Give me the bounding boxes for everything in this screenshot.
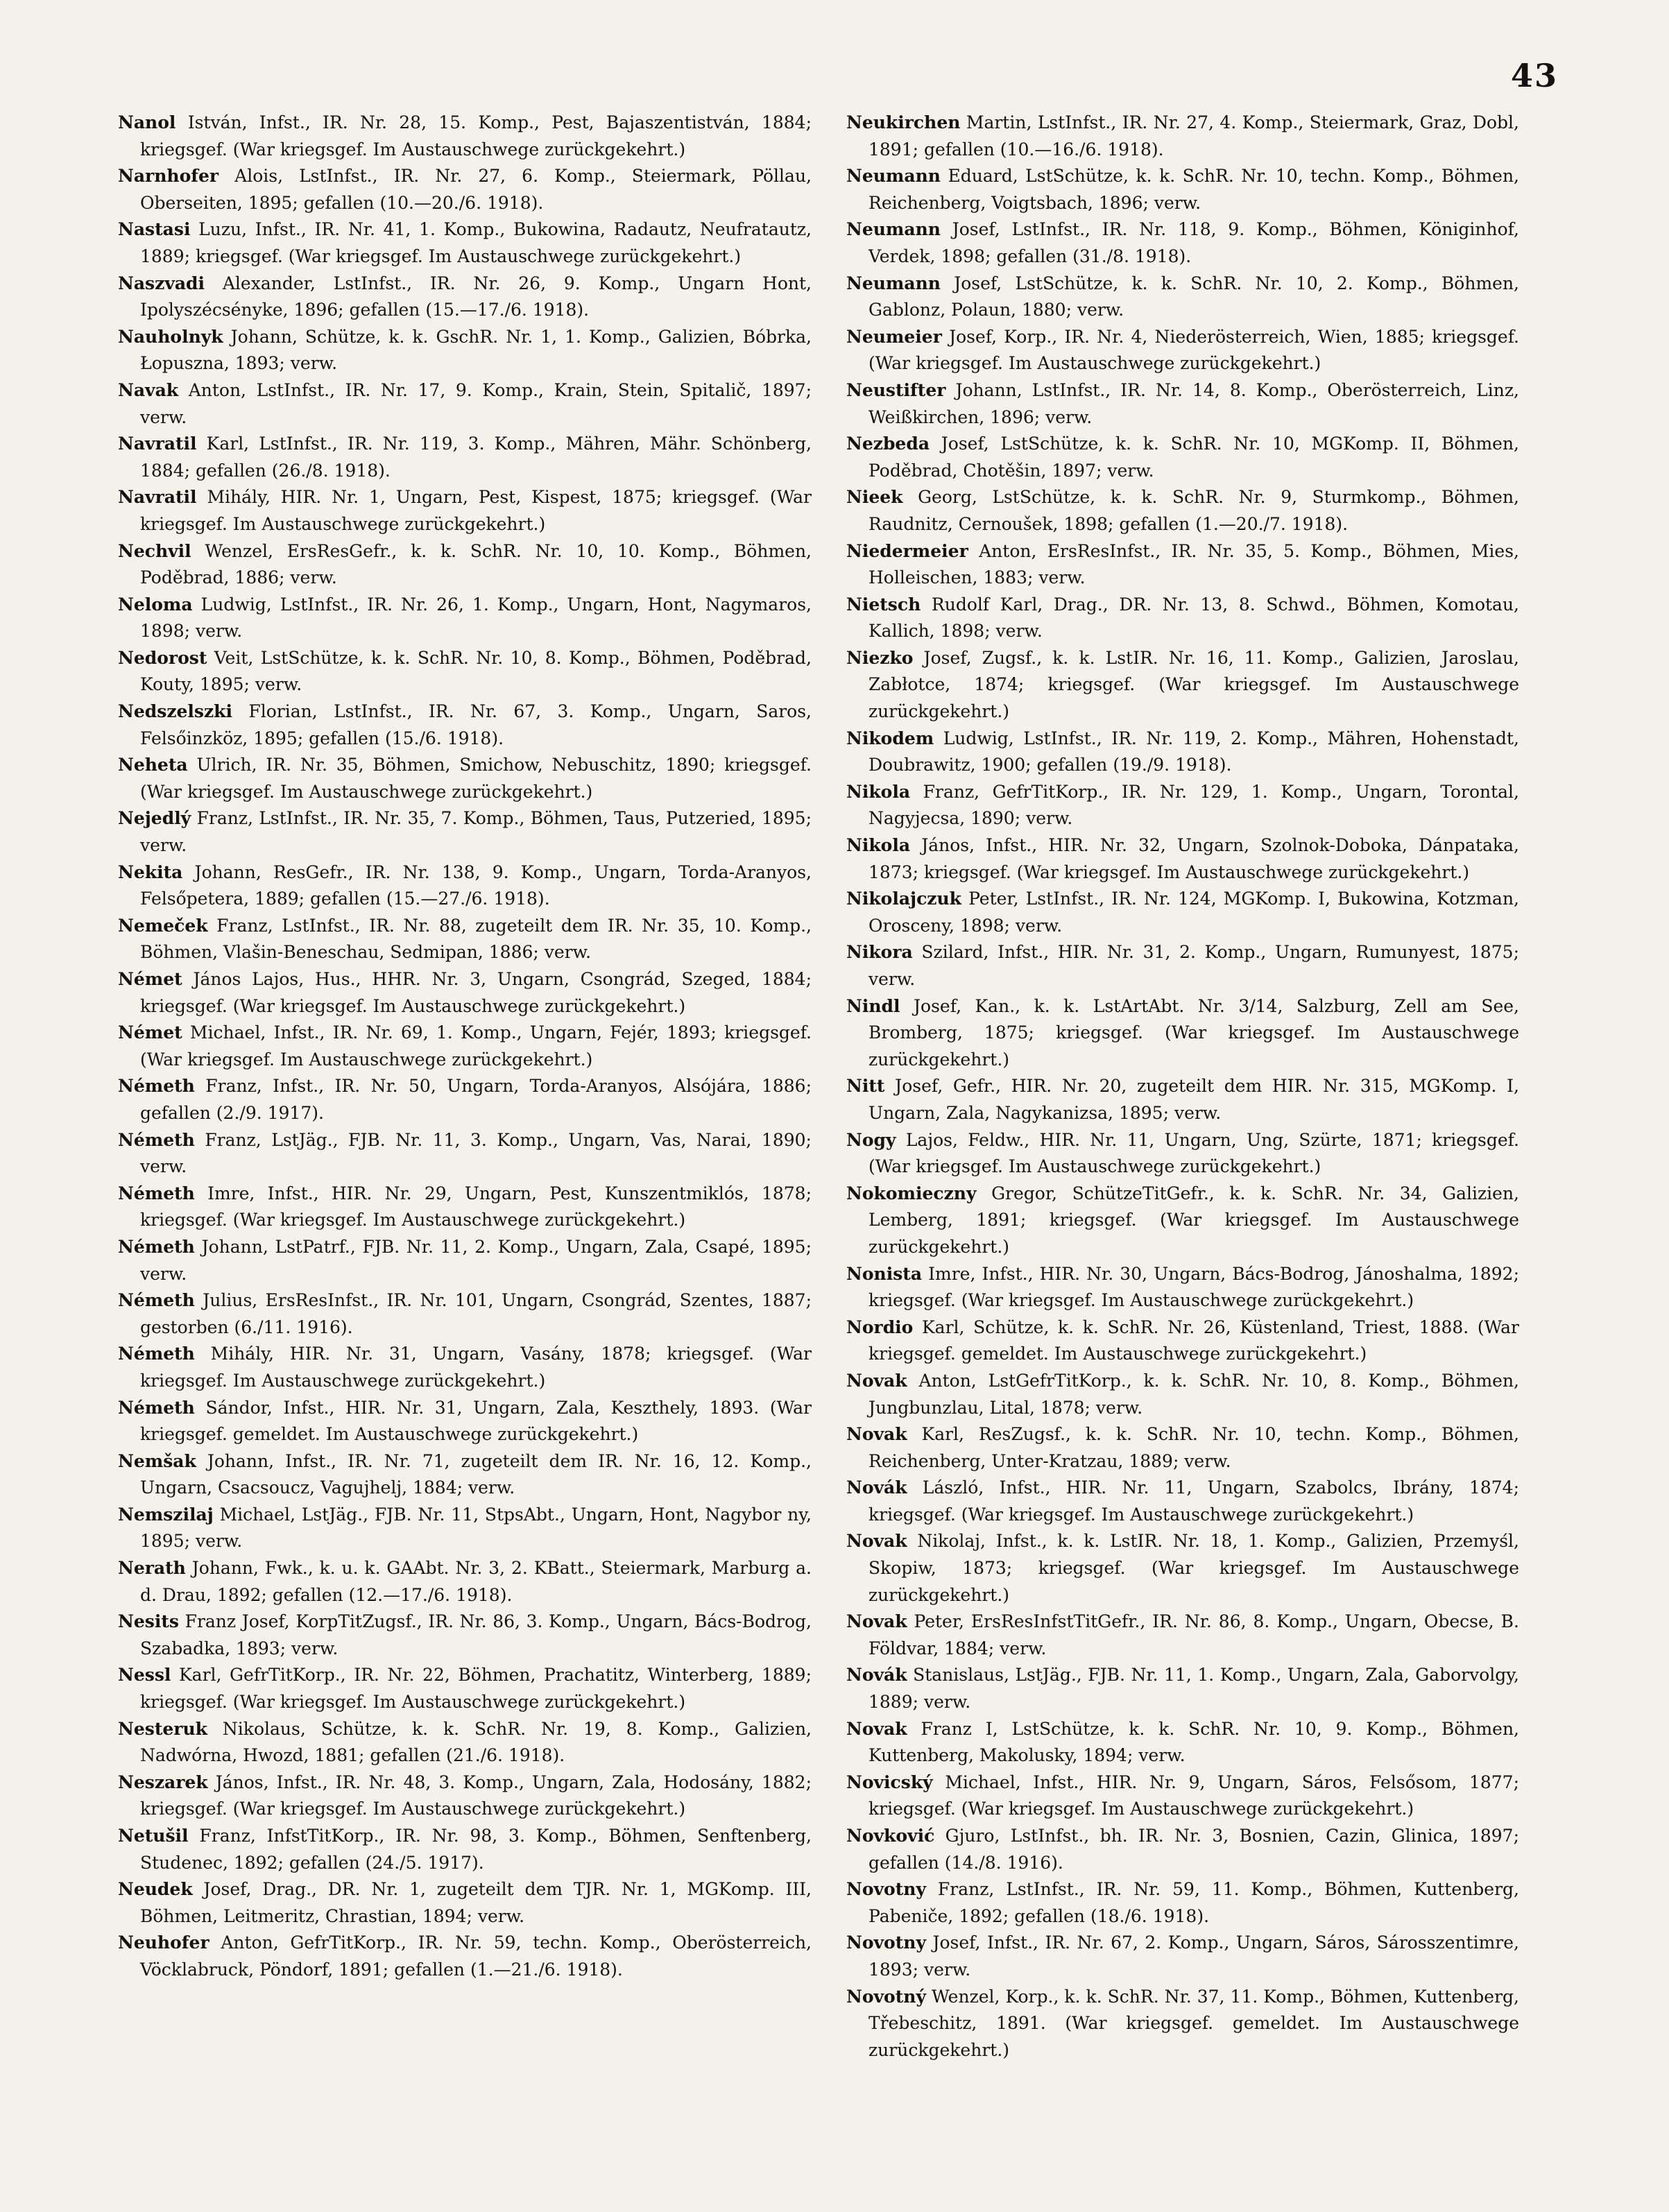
entry-surname: Novotny — [846, 1879, 926, 1900]
register-entry — [118, 1662, 812, 1715]
entry-details: Johann, Infst., IR. Nr. 71, zugeteilt dem IR. Nr. 16, 12. Komp., Ungarn, Csacsoucz, Vagujhelj, 1884; verw. — [140, 1450, 812, 1498]
register-entry — [846, 939, 1519, 993]
entry-surname: Novák — [846, 1477, 907, 1498]
register-entry — [118, 1448, 812, 1502]
entry-details: Franz, GefrTitKorp., IR. Nr. 129, 1. Komp., Ungarn, Torontal, Nagyjecsa, 1890; verw. — [868, 781, 1520, 829]
register-entry — [846, 1876, 1519, 1930]
entry-surname: Nemeček — [118, 915, 208, 936]
right-column — [846, 110, 1519, 2064]
entry-surname: Neumann — [846, 273, 941, 293]
entry-surname: Neumann — [846, 219, 941, 240]
entry-details: Franz, LstInfst., IR. Nr. 88, zugeteilt dem IR. Nr. 35, 10. Komp., Böhmen, Vlašin-Beneschau, Sedmipan, 1886; verw. — [140, 915, 812, 963]
entry-surname: Novák — [846, 1665, 907, 1686]
entry-details: Ludwig, LstInfst., IR. Nr. 26, 1. Komp., Ungarn, Hont, Nagymaros, 1898; verw. — [140, 594, 812, 642]
entry-details: Josef, Drag., DR. Nr. 1, zugeteilt dem TJR. Nr. 1, MGKomp. III, Böhmen, Leitmeritz, Chrastian, 1894; verw. — [140, 1879, 812, 1926]
entry-surname: Német — [118, 969, 182, 989]
register-entry — [846, 779, 1519, 832]
entry-surname: Nikora — [846, 942, 913, 963]
entry-surname: Navak — [118, 379, 179, 400]
entry-details: Imre, Infst., HIR. Nr. 29, Ungarn, Pest, Kunszentmiklós, 1878; kriegsgef. (War kriegsgef. Im Austauschwege zurückgekehrt.) — [140, 1183, 812, 1231]
left-column — [118, 110, 812, 1984]
register-entry — [118, 1876, 812, 1930]
entry-details: Josef, LstInfst., IR. Nr. 118, 9. Komp., Böhmen, Königinhof, Verdek, 1898; gefallen (31./8. 1918). — [868, 219, 1519, 266]
entry-surname: Németh — [118, 1236, 195, 1257]
register-entry — [846, 538, 1519, 592]
entry-surname: Navratil — [118, 487, 197, 508]
register-entry — [118, 163, 812, 216]
entry-surname: Novak — [846, 1370, 907, 1391]
entry-surname: Novak — [846, 1718, 907, 1739]
register-entry — [846, 1716, 1519, 1769]
entry-details: Johann, LstPatrf., FJB. Nr. 11, 2. Komp., Ungarn, Zala, Csapé, 1895; verw. — [140, 1236, 812, 1284]
entry-details: Josef, Infst., IR. Nr. 67, 2. Komp., Ungarn, Sáros, Sárosszentimre, 1893; verw. — [868, 1932, 1519, 1980]
register-entry — [118, 1823, 812, 1876]
entry-surname: Nonista — [846, 1263, 923, 1284]
entry-surname: Nesteruk — [118, 1718, 207, 1739]
register-entry — [118, 1127, 812, 1181]
entry-details: János, Infst., HIR. Nr. 32, Ungarn, Szolnok-Doboka, Dánpataka, 1873; kriegsgef. (War kriegsgef. Im Austauschwege zurückgekehrt.) — [868, 835, 1519, 882]
entry-details: Karl, LstInfst., IR. Nr. 119, 3. Komp., Mähren, Mähr. Schönberg, 1884; gefallen (26./8. 1918). — [140, 434, 812, 481]
entry-details: Georg, LstSchütze, k. k. SchR. Nr. 9, Sturmkomp., Böhmen, Raudnitz, Cernoušek, 1898; gefallen (1.—20./7. 1918). — [868, 487, 1519, 534]
register-entry — [846, 592, 1519, 645]
entry-details: Luzu, Infst., IR. Nr. 41, 1. Komp., Bukowina, Radautz, Neufratautz, 1889; kriegsgef. (War kriegsgef. Im Austauschwege zurückgekehrt.) — [140, 219, 812, 266]
entry-surname: Neuhofer — [118, 1932, 209, 1953]
entry-surname: Nanol — [118, 112, 176, 132]
entry-details: Alois, LstInfst., IR. Nr. 27, 6. Komp., Steiermark, Pöllau, Oberseiten, 1895; gefallen (10.—20./6. 1918). — [140, 166, 812, 213]
entry-details: Ludwig, LstInfst., IR. Nr. 119, 2. Komp., Mähren, Hohenstadt, Doubrawitz, 1900; gefallen (19./9. 1918). — [868, 728, 1519, 775]
entry-details: Johann, Schütze, k. k. GschR. Nr. 1, 1. Komp., Galizien, Bóbrka, Łopuszna, 1893; verw. — [140, 326, 812, 374]
entry-surname: Nezbeda — [846, 434, 930, 454]
entry-details: Veit, LstSchütze, k. k. SchR. Nr. 10, 8. Komp., Böhmen, Poděbrad, Kouty, 1895; verw. — [140, 647, 812, 695]
entry-surname: Németh — [118, 1183, 195, 1203]
entry-details: Florian, LstInfst., IR. Nr. 67, 3. Komp., Ungarn, Saros, Felsőinzköz, 1895; gefallen (15./6. 1918). — [140, 701, 812, 748]
register-entry — [118, 271, 812, 324]
entry-details: Szilard, Infst., HIR. Nr. 31, 2. Komp., Ungarn, Rumunyest, 1875; verw. — [868, 942, 1520, 989]
entry-details: Nikolaus, Schütze, k. k. SchR. Nr. 19, 8. Komp., Galizien, Nadwórna, Hwozd, 1881; gefallen (21./6. 1918). — [140, 1718, 812, 1766]
entry-surname: Németh — [118, 1076, 195, 1097]
register-entry — [118, 859, 812, 913]
register-entry — [118, 1555, 812, 1609]
register-entry — [118, 1502, 812, 1555]
register-entry — [846, 110, 1519, 163]
entry-details: Wenzel, Korp., k. k. SchR. Nr. 37, 11. Komp., Böhmen, Kuttenberg, Třebeschitz, 1891. (War kriegsgef. gemeldet. Im Austauschwege zurückgekehrt.) — [868, 1986, 1519, 2060]
entry-surname: Németh — [118, 1344, 195, 1364]
entry-surname: Nauholnyk — [118, 326, 223, 347]
register-entry — [846, 1528, 1519, 1609]
entry-details: Karl, ResZugsf., k. k. SchR. Nr. 10, techn. Komp., Böhmen, Reichenberg, Unter-Kratzau, 1889; verw. — [868, 1424, 1520, 1471]
register-entry — [118, 805, 812, 859]
entry-surname: Németh — [118, 1129, 195, 1150]
entry-surname: Neumann — [846, 166, 941, 187]
entry-surname: Nordio — [846, 1317, 914, 1337]
entry-surname: Novković — [846, 1826, 935, 1846]
entry-surname: Neudek — [118, 1879, 193, 1900]
entry-details: Rudolf Karl, Drag., DR. Nr. 13, 8. Schwd., Böhmen, Komotau, Kallich, 1898; verw. — [868, 594, 1519, 642]
register-entry — [118, 324, 812, 377]
register-entry — [118, 110, 812, 163]
entry-details: Johann, ResGefr., IR. Nr. 138, 9. Komp., Ungarn, Torda-Aranyos, Felsőpetera, 1889; gefallen (15.—27./6. 1918). — [140, 861, 812, 909]
register-entry — [118, 1287, 812, 1341]
entry-surname: Novicský — [846, 1772, 933, 1792]
entry-surname: Németh — [118, 1397, 195, 1418]
entry-details: Anton, LstInfst., IR. Nr. 17, 9. Komp., Krain, Stein, Spitalič, 1897; verw. — [140, 379, 812, 427]
register-entry — [846, 1984, 1519, 2064]
register-entry — [846, 271, 1519, 324]
entry-details: Michael, Infst., IR. Nr. 69, 1. Komp., Ungarn, Fejér, 1893; kriegsgef. (War kriegsgef. Im Austauschwege zurückgekehrt.) — [140, 1022, 812, 1070]
register-entry — [846, 645, 1519, 726]
entry-details: Sándor, Infst., HIR. Nr. 31, Ungarn, Zala, Keszthely, 1893. (War kriegsgef. gemeldet. Im Austauschwege zurückgekehrt.) — [140, 1397, 812, 1445]
entry-details: Franz, Infst., IR. Nr. 50, Ungarn, Torda-Aranyos, Alsójára, 1886; gefallen (2./9. 1917). — [140, 1076, 812, 1123]
entry-surname: Nekita — [118, 861, 183, 882]
entry-surname: Nastasi — [118, 219, 191, 240]
entry-surname: Nikola — [846, 835, 911, 856]
entry-surname: Nemszilaj — [118, 1504, 214, 1525]
register-entry — [118, 966, 812, 1020]
register-entry — [846, 886, 1519, 939]
register-entry — [118, 377, 812, 431]
entry-details: Stanislaus, LstJäg., FJB. Nr. 11, 1. Komp., Ungarn, Zala, Gaborvolgy, 1889; verw. — [868, 1665, 1520, 1713]
entry-surname: Neustifter — [846, 379, 946, 400]
entry-surname: Nikola — [846, 781, 911, 802]
register-entry — [118, 431, 812, 484]
entry-surname: Neheta — [118, 755, 188, 775]
register-entry — [846, 1823, 1519, 1876]
entry-details: Ulrich, IR. Nr. 35, Böhmen, Smichow, Nebuschitz, 1890; kriegsgef. (War kriegsgef. Im Austauschwege zurückgekehrt.) — [140, 755, 812, 802]
entry-surname: Novotný — [846, 1986, 926, 2007]
entry-details: Michael, Infst., HIR. Nr. 9, Ungarn, Sáros, Felsősom, 1877; kriegsgef. (War kriegsgef. Im Austauschwege zurückgekehrt.) — [868, 1772, 1520, 1819]
entry-details: Josef, Korp., IR. Nr. 4, Niederösterreich, Wien, 1885; kriegsgef. (War kriegsgef. Im Austauschwege zurückgekehrt.) — [868, 326, 1520, 374]
register-entry — [846, 163, 1519, 216]
entry-details: Josef, Kan., k. k. LstArtAbt. Nr. 3/14, Salzburg, Zell am See, Bromberg, 1875; kriegsgef. (War kriegsgef. Im Austauschwege zurückgekehrt.) — [868, 995, 1519, 1070]
register-entry — [846, 1421, 1519, 1475]
entry-surname: Niezko — [846, 647, 914, 668]
entry-surname: Nemšak — [118, 1450, 196, 1471]
entry-surname: Narnhofer — [118, 166, 219, 187]
entry-surname: Nieek — [846, 487, 903, 508]
entry-surname: Nessl — [118, 1665, 171, 1686]
entry-details: Franz, LstInfst., IR. Nr. 59, 11. Komp., Böhmen, Kuttenberg, Pabeniče, 1892; gefallen (18./6. 1918). — [868, 1879, 1519, 1926]
register-entry — [846, 726, 1519, 779]
entry-details: Franz Josef, KorpTitZugsf., IR. Nr. 86, 3. Komp., Ungarn, Bács-Bodrog, Szabadka, 1893; verw. — [140, 1611, 812, 1658]
register-entry — [846, 484, 1519, 538]
register-entry — [118, 1930, 812, 1983]
entry-details: Gjuro, LstInfst., bh. IR. Nr. 3, Bosnien, Cazin, Glinica, 1897; gefallen (14./8. 1916). — [868, 1826, 1519, 1873]
entry-surname: Neszarek — [118, 1772, 208, 1792]
register-entry — [118, 913, 812, 966]
entry-surname: Nikodem — [846, 728, 934, 748]
entry-details: Martin, LstInfst., IR. Nr. 27, 4. Komp., Steiermark, Graz, Dobl, 1891; gefallen (10.—16./6. 1918). — [868, 112, 1519, 160]
register-entry — [846, 993, 1519, 1074]
entry-surname: Nesits — [118, 1611, 179, 1632]
entry-surname: Nerath — [118, 1558, 186, 1579]
register-entry — [846, 1261, 1519, 1314]
entry-surname: Netušil — [118, 1826, 189, 1846]
entry-details: Wenzel, ErsResGefr., k. k. SchR. Nr. 10, 10. Komp., Böhmen, Poděbrad, 1886; verw. — [140, 540, 812, 588]
entry-details: Anton, ErsResInfst., IR. Nr. 35, 5. Komp., Böhmen, Mies, Holleischen, 1883; verw. — [868, 540, 1520, 588]
entry-details: Julius, ErsResInfst., IR. Nr. 101, Ungarn, Csongrád, Szentes, 1887; gestorben (6./11. 1916). — [140, 1290, 812, 1337]
register-entry — [118, 484, 812, 538]
entry-surname: Nikolajczuk — [846, 889, 962, 909]
entry-surname: Nogy — [846, 1129, 896, 1150]
register-entry — [118, 1716, 812, 1769]
entry-details: Michael, LstJäg., FJB. Nr. 11, StpsAbt., Ungarn, Hont, Nagybor ny, 1895; verw. — [140, 1504, 812, 1552]
register-entry — [118, 1341, 812, 1394]
register-entry — [846, 324, 1519, 377]
entry-details: Eduard, LstSchütze, k. k. SchR. Nr. 10, techn. Komp., Böhmen, Reichenberg, Voigtsbach, 1896; verw. — [868, 166, 1519, 213]
entry-details: Lajos, Feldw., HIR. Nr. 11, Ungarn, Ung, Szürte, 1871; kriegsgef. (War kriegsgef. Im Austauschwege zurückgekehrt.) — [868, 1129, 1519, 1177]
entry-surname: Nitt — [846, 1076, 885, 1097]
register-entry — [846, 377, 1519, 431]
register-entry — [118, 1769, 812, 1823]
register-entry — [118, 538, 812, 592]
register-entry — [846, 1662, 1519, 1715]
entry-details: László, Infst., HIR. Nr. 11, Ungarn, Szabolcs, Ibrány, 1874; kriegsgef. (War kriegsgef. Im Austauschwege zurückgekehrt.) — [868, 1477, 1519, 1525]
entry-surname: Novak — [846, 1424, 907, 1445]
register-entry — [846, 216, 1519, 270]
register-entry — [118, 1234, 812, 1287]
entry-details: János Lajos, Hus., HHR. Nr. 3, Ungarn, Csongrád, Szeged, 1884; kriegsgef. (War kriegsgef. Im Austauschwege zurückgekehrt.) — [140, 969, 812, 1016]
register-entry — [846, 1930, 1519, 1983]
register-entry — [118, 1395, 812, 1448]
register-entry — [118, 1073, 812, 1126]
register-entry — [846, 1475, 1519, 1528]
register-entry — [118, 752, 812, 805]
register-entry — [846, 1609, 1519, 1662]
entry-details: Josef, LstSchütze, k. k. SchR. Nr. 10, 2. Komp., Böhmen, Gablonz, Polaun, 1880; verw. — [868, 273, 1519, 320]
page-number: 43 — [1510, 57, 1558, 94]
entry-surname: Navratil — [118, 434, 197, 454]
register-entry — [846, 832, 1519, 886]
entry-details: Josef, Gefr., HIR. Nr. 20, zugeteilt dem HIR. Nr. 315, MGKomp. I, Ungarn, Zala, Nagykanizsa, 1895; verw. — [868, 1076, 1520, 1123]
register-entry — [118, 1609, 812, 1662]
register-entry — [846, 431, 1519, 484]
entry-surname: Nechvil — [118, 540, 191, 561]
entry-surname: Neumeier — [846, 326, 942, 347]
register-entry — [118, 645, 812, 698]
entry-surname: Német — [118, 1022, 182, 1043]
entry-details: Peter, ErsResInfstTitGefr., IR. Nr. 86, 8. Komp., Ungarn, Obecse, B. Földvar, 1884; verw. — [868, 1611, 1519, 1658]
entry-surname: Nietsch — [846, 594, 921, 615]
entry-surname: Naszvadi — [118, 273, 205, 293]
entry-surname: Neukirchen — [846, 112, 961, 132]
entry-surname: Nejedlý — [118, 808, 191, 829]
entry-details: Mihály, HIR. Nr. 31, Ungarn, Vasány, 1878; kriegsgef. (War kriegsgef. Im Austauschwege zurückgekehrt.) — [140, 1344, 812, 1391]
entry-details: Peter, LstInfst., IR. Nr. 124, MGKomp. I, Bukowina, Kotzman, Orosceny, 1898; verw. — [868, 889, 1519, 936]
entry-details: Imre, Infst., HIR. Nr. 30, Ungarn, Bács-Bodrog, Jánoshalma, 1892; kriegsgef. (War kriegsgef. Im Austauschwege zurückgekehrt.) — [868, 1263, 1519, 1311]
entry-details: Johann, LstInfst., IR. Nr. 14, 8. Komp., Oberösterreich, Linz, Weißkirchen, 1896; verw. — [868, 379, 1519, 427]
entry-details: Gregor, SchützeTitGefr., k. k. SchR. Nr. 34, Galizien, Lemberg, 1891; kriegsgef. (War kriegsgef. Im Austauschwege zurückgekehrt.) — [868, 1183, 1520, 1257]
entry-details: Anton, LstGefrTitKorp., k. k. SchR. Nr. 10, 8. Komp., Böhmen, Jungbunzlau, Lital, 1878; verw. — [868, 1370, 1520, 1418]
entry-details: János, Infst., IR. Nr. 48, 3. Komp., Ungarn, Zala, Hodosány, 1882; kriegsgef. (War kriegsgef. Im Austauschwege zurückgekehrt.) — [140, 1772, 812, 1819]
entry-surname: Novak — [846, 1611, 907, 1632]
entry-surname: Németh — [118, 1290, 195, 1311]
entry-surname: Nindl — [846, 995, 900, 1016]
register-entry — [118, 592, 812, 645]
register-entry — [846, 1181, 1519, 1261]
entry-details: Franz, LstInfst., IR. Nr. 35, 7. Komp., Böhmen, Taus, Putzeried, 1895; verw. — [140, 808, 812, 856]
entry-details: Nikolaj, Infst., k. k. LstIR. Nr. 18, 1. Komp., Galizien, Przemyśl, Skopiw, 1873; kriegsgef. (War kriegsgef. Im Austauschwege zurückgekehrt.) — [868, 1531, 1520, 1605]
entry-details: Mihály, HIR. Nr. 1, Ungarn, Pest, Kispest, 1875; kriegsgef. (War kriegsgef. Im Austauschwege zurückgekehrt.) — [140, 487, 812, 534]
entry-details: Karl, GefrTitKorp., IR. Nr. 22, Böhmen, Prachatitz, Winterberg, 1889; kriegsgef. (War kriegsgef. Im Austauschwege zurückgekehrt.) — [140, 1665, 812, 1713]
entry-details: Franz, InfstTitKorp., IR. Nr. 98, 3. Komp., Böhmen, Senftenberg, Studenec, 1892; gefallen (24./5. 1917). — [140, 1826, 812, 1873]
entry-details: Karl, Schütze, k. k. SchR. Nr. 26, Küstenland, Triest, 1888. (War kriegsgef. gemeldet. Im Austauschwege zurückgekehrt.) — [868, 1317, 1519, 1364]
register-entry — [118, 1181, 812, 1234]
entry-details: Josef, Zugsf., k. k. LstIR. Nr. 16, 11. Komp., Galizien, Jaroslau, Zabłotce, 1874; kriegsgef. (War kriegsgef. Im Austauschwege zurückgekehrt.) — [868, 647, 1520, 722]
entry-details: István, Infst., IR. Nr. 28, 15. Komp., Pest, Bajaszentistván, 1884; kriegsgef. (War kriegsgef. Im Austauschwege zurückgekehrt.) — [140, 112, 812, 160]
register-entry — [118, 1020, 812, 1073]
register-entry — [118, 216, 812, 270]
entry-details: Alexander, LstInfst., IR. Nr. 26, 9. Komp., Ungarn Hont, Ipolyszécsényke, 1896; gefallen (15.—17./6. 1918). — [140, 273, 812, 320]
entry-surname: Nedorost — [118, 647, 207, 668]
register-entry — [118, 698, 812, 752]
entry-details: Josef, LstSchütze, k. k. SchR. Nr. 10, MGKomp. II, Böhmen, Poděbrad, Chotěšin, 1897; verw. — [868, 434, 1519, 481]
register-entry — [846, 1314, 1519, 1368]
entry-details: Franz, LstJäg., FJB. Nr. 11, 3. Komp., Ungarn, Vas, Narai, 1890; verw. — [140, 1129, 812, 1177]
entry-surname: Niedermeier — [846, 540, 968, 561]
register-entry — [846, 1073, 1519, 1126]
register-entry — [846, 1368, 1519, 1421]
register-entry — [846, 1769, 1519, 1823]
register-entry — [846, 1127, 1519, 1181]
entry-surname: Nedszelszki — [118, 701, 233, 722]
entry-surname: Nokomieczny — [846, 1183, 977, 1203]
entry-surname: Novak — [846, 1531, 907, 1552]
entry-details: Anton, GefrTitKorp., IR. Nr. 59, techn. Komp., Oberösterreich, Vöcklabruck, Pöndorf, 1891; gefallen (1.—21./6. 1918). — [140, 1932, 812, 1980]
entry-surname: Neloma — [118, 594, 193, 615]
entry-details: Johann, Fwk., k. u. k. GAAbt. Nr. 3, 2. KBatt., Steiermark, Marburg a. d. Drau, 1892; gefallen (12.—17./6. 1918). — [140, 1558, 812, 1605]
entry-surname: Novotny — [846, 1932, 926, 1953]
entry-details: Franz I, LstSchütze, k. k. SchR. Nr. 10, 9. Komp., Böhmen, Kuttenberg, Makolusky, 1894; verw. — [868, 1718, 1519, 1766]
